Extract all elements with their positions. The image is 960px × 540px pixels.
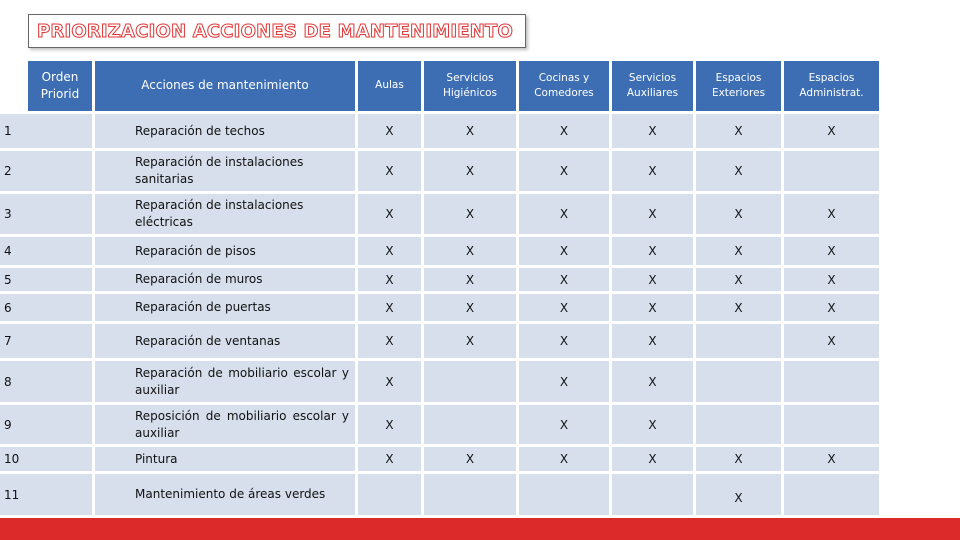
row-mark: X xyxy=(784,237,879,265)
row-mark: X xyxy=(612,151,693,191)
row-mark xyxy=(784,474,879,515)
row-mark: X xyxy=(519,237,609,265)
header-column-3: Cocinas y Comedores xyxy=(519,61,609,111)
row-mark xyxy=(612,474,693,515)
row-mark: X xyxy=(519,268,609,291)
row-mark: X xyxy=(519,294,609,321)
header-acciones: Acciones de mantenimiento xyxy=(95,61,355,111)
row-mark: X xyxy=(696,151,781,191)
row-mark: X xyxy=(358,268,421,291)
row-mark: X xyxy=(696,474,781,515)
row-action: Mantenimiento de áreas verdes xyxy=(131,474,355,515)
row-mark: X xyxy=(424,194,516,234)
row-mark xyxy=(424,361,516,402)
row-action: Reposición de mobiliario escolar y auxiliar xyxy=(131,405,355,444)
header-column-5: Espacios Exteriores xyxy=(696,61,781,111)
row-mark: X xyxy=(519,114,609,148)
header-orden: Orden Priorid xyxy=(28,61,92,111)
row-mark: X xyxy=(519,405,609,444)
row-mark: X xyxy=(424,114,516,148)
row-mark: X xyxy=(612,294,693,321)
row-action: Reparación de pisos xyxy=(131,237,355,265)
row-mark: X xyxy=(612,268,693,291)
row-mark: X xyxy=(612,361,693,402)
header-column-2: Servicios Higiénicos xyxy=(424,61,516,111)
row-order: 7 xyxy=(0,324,92,358)
page-title: PRIORIZACION ACCIONES DE MANTENIMIENTO xyxy=(37,20,513,42)
row-mark: X xyxy=(358,194,421,234)
row-action-pad xyxy=(95,237,131,265)
row-order: 10 xyxy=(0,447,92,471)
row-mark: X xyxy=(784,268,879,291)
row-mark: X xyxy=(424,268,516,291)
row-action-pad xyxy=(95,114,131,148)
row-mark: X xyxy=(358,405,421,444)
row-mark: X xyxy=(784,114,879,148)
row-mark: X xyxy=(612,194,693,234)
row-action-pad xyxy=(95,294,131,321)
row-mark: X xyxy=(358,361,421,402)
row-mark: X xyxy=(358,151,421,191)
header-column-6: Espacios Administrat. xyxy=(784,61,879,111)
row-order: 6 xyxy=(0,294,92,321)
row-order: 11 xyxy=(0,474,92,515)
row-mark xyxy=(424,474,516,515)
header-column-4: Servicios Auxiliares xyxy=(612,61,693,111)
row-order: 3 xyxy=(0,194,92,234)
row-mark: X xyxy=(696,194,781,234)
bottom-bar xyxy=(0,518,960,540)
row-mark: X xyxy=(612,405,693,444)
row-mark xyxy=(358,474,421,515)
row-mark: X xyxy=(519,194,609,234)
row-action-pad xyxy=(95,447,131,471)
row-mark xyxy=(424,405,516,444)
row-action: Pintura xyxy=(131,447,355,471)
row-action-pad xyxy=(95,324,131,358)
row-mark: X xyxy=(424,294,516,321)
row-mark: X xyxy=(696,237,781,265)
row-action: Reparación de mobiliario escolar y auxiliar xyxy=(131,361,355,402)
row-action: Reparación de instalaciones eléctricas xyxy=(131,194,355,234)
row-order: 8 xyxy=(0,361,92,402)
row-order: 4 xyxy=(0,237,92,265)
row-order: 5 xyxy=(0,268,92,291)
row-action-pad xyxy=(95,151,131,191)
row-action-pad xyxy=(95,405,131,444)
row-action: Reparación de techos xyxy=(131,114,355,148)
row-mark: X xyxy=(696,268,781,291)
row-mark xyxy=(696,405,781,444)
row-action-pad xyxy=(95,194,131,234)
row-mark: X xyxy=(358,114,421,148)
row-order: 9 xyxy=(0,405,92,444)
row-mark: X xyxy=(519,324,609,358)
row-mark: X xyxy=(358,294,421,321)
row-action: Reparación de ventanas xyxy=(131,324,355,358)
row-mark: X xyxy=(696,294,781,321)
row-mark: X xyxy=(612,447,693,471)
row-mark: X xyxy=(696,447,781,471)
row-order: 2 xyxy=(0,151,92,191)
row-action: Reparación de instalaciones sanitarias xyxy=(131,151,355,191)
row-mark xyxy=(696,324,781,358)
row-mark xyxy=(696,361,781,402)
row-mark: X xyxy=(424,447,516,471)
row-mark: X xyxy=(519,151,609,191)
row-mark: X xyxy=(519,447,609,471)
row-mark: X xyxy=(612,237,693,265)
row-mark: X xyxy=(612,324,693,358)
row-mark: X xyxy=(358,324,421,358)
row-action-pad xyxy=(95,361,131,402)
row-mark xyxy=(784,151,879,191)
row-mark: X xyxy=(784,324,879,358)
row-mark: X xyxy=(424,237,516,265)
row-mark: X xyxy=(358,447,421,471)
row-mark: X xyxy=(784,447,879,471)
row-mark: X xyxy=(696,114,781,148)
row-mark xyxy=(784,361,879,402)
row-mark: X xyxy=(358,237,421,265)
row-mark xyxy=(784,405,879,444)
row-mark: X xyxy=(424,151,516,191)
row-mark: X xyxy=(519,361,609,402)
row-mark: X xyxy=(784,294,879,321)
row-mark: X xyxy=(612,114,693,148)
row-action: Reparación de puertas xyxy=(131,294,355,321)
row-mark: X xyxy=(784,194,879,234)
row-action-pad xyxy=(95,474,131,515)
row-action-pad xyxy=(95,268,131,291)
row-mark: X xyxy=(424,324,516,358)
header-column-1: Aulas xyxy=(358,61,421,111)
row-mark xyxy=(519,474,609,515)
row-action: Reparación de muros xyxy=(131,268,355,291)
row-order: 1 xyxy=(0,114,92,148)
